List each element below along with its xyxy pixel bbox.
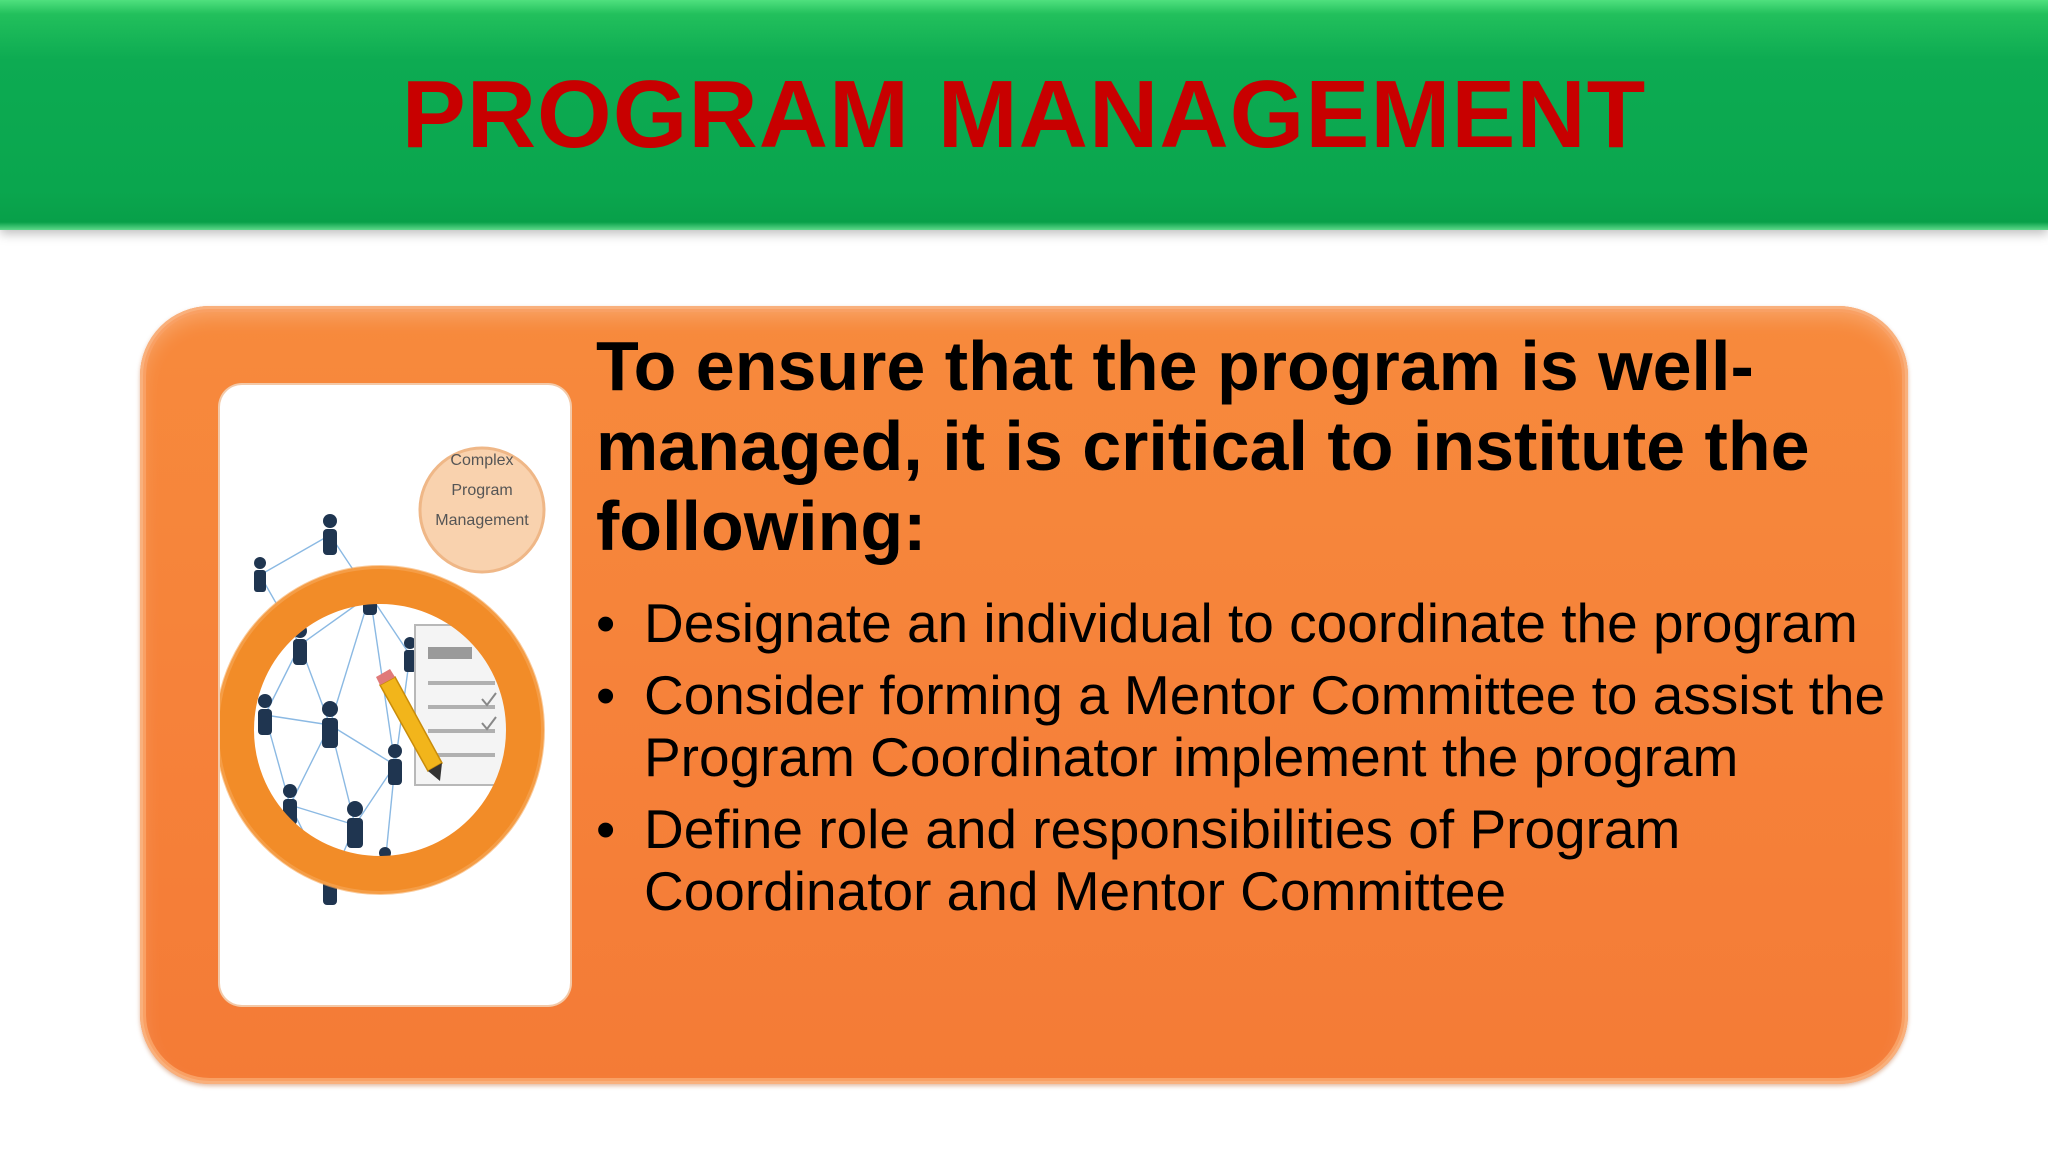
bullet-text: Designate an individual to coordinate the program [644,592,1858,654]
bullet-list [596,592,1886,922]
bullet-text: Define role and responsibilities of Program Coordinator and Mentor Committee [644,798,1681,922]
title-banner [0,0,2048,230]
illustration-graphic [220,385,570,1005]
bullet-symbol: • [596,798,616,860]
bullet-symbol: • [596,664,616,726]
badge-line-1: Complex [450,452,514,469]
text-block [596,326,1886,932]
bullet-symbol: • [596,592,616,654]
bullet-item [596,664,1886,788]
slide-title: PROGRAM MANAGEMENT [401,61,1647,168]
bullet-item [596,798,1886,922]
slide-heading: To ensure that the program is well-managed, it is critical to institute the following: [596,327,1810,565]
bullet-item [596,592,1886,654]
complex-program-management-badge [420,448,544,572]
bullet-text: Consider forming a Mentor Committee to assist the Program Coordinator implement the program [644,664,1886,788]
program-management-illustration [220,385,570,1005]
badge-line-2: Program [451,482,513,499]
badge-line-3: Management [435,512,529,529]
